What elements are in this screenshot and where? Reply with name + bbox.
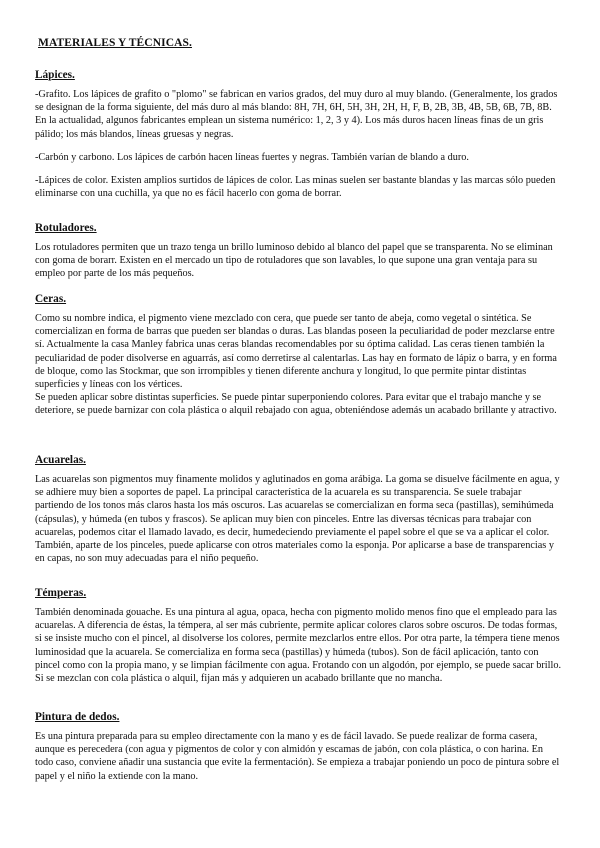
paragraph: Es una pintura preparada para su empleo directamente con la mano y es de fácil lavado. Se puede realizar de forma casera, aunque es perecedera (con agua y pigmentos de color y con almidón y escamas de jabón, con cola plástica, o con harina. En todo caso, conviene añadir una sustancia que evite la fermentación). Se empieza a trabajar poniendo un poco de pintura sobre el papel y el niño la extiende con la mano. <box>35 731 560 782</box>
paragraph: -Grafito. Los lápices de grafito o "plomo" se fabrican en varios grados, del muy duro al muy blando. (Generalmente, los grados se designan de la forma siguiente, del más duro al más blando: 8H, 7H, 6H, 5H, 3H, 2H, H, F, B, 2B, 3B, 4B, 5B, 6B, 7B, 8B. En la actualidad, algunos fabricantes emplean un sistema numérico: 1, 2, 3 y 4). Los más duros hacen líneas finas de un gris pálido; los más blandos, líneas gruesas y negras. <box>35 89 558 140</box>
paragraph: Se pueden aplicar sobre distintas superficies. Se puede pintar superponiendo colores. Para evitar que el trabajo manche y se deteriore, se puede barnizar con cola plástica o alquil rebajado con agua, obteniéndose además un acabado brillante y atractivo. <box>35 392 557 417</box>
paragraph: Los rotuladores permiten que un trazo tenga un brillo luminoso debido al blanco del papel que se transparenta. No se eliminan con goma de borarr. Existen en el mercado un tipo de rotuladores que son lavables, lo que supone una gran ventaja para su empleo por parte de los más pequeños. <box>35 242 553 280</box>
page-title: MATERIALES Y TÉCNICAS. <box>38 37 192 49</box>
section-heading: Ceras. <box>35 293 67 305</box>
paragraph: También denominada gouache. Es una pintura al agua, opaca, hecha con pigmento molido menos fino que el empleado para las acuarelas. A diferencia de éstas, la témpera, al ser más cubriente, permite aplicar colores claros sobre oscuros. De todas formas, si se insiste mucho con el pincel, al disolverse los colores, permite mezclarlos entre ellos. Por otra parte, la témpera tiene menos luminosidad que la acuarela. Se comercializa en forma seca (pastillas) y húmeda (tubos). Son de fácil aplicación, tanto con pincel como con la propia mano, y se limpian fácilmente con agua. Frotando con un algodón, por ejemplo, se puede sacar brillo. Si se mezclan con cola plástica o alquil, fijan más y adquieren un acabado brillante que no mancha. <box>35 607 562 685</box>
paragraph: Las acuarelas son pigmentos muy finamente molidos y aglutinados en goma arábiga. La goma se disuelve fácilmente en agua, y se adhiere muy bien a soportes de papel. La principal característica de la acuarela es su transparencia. Se suele trabajar partiendo de los tonos más claros hasta los más oscuros. Las acuarelas se comercializan en forma seca (pastillas), semihúmeda (cápsulas), y húmeda (en tubos y frascos). Se aplican muy bien con pinceles. Entre las diversas técnicas para trabajar con acuarelas, podemos citar el llamado lavado, es decir, humedeciendo previamente el papel sobre el que se va a aplicar el color. También, aparte de los pinceles, puede aplicarse con otros materiales como la esponja. Por aplicarse a base de transparencias y en capas, no son muy adecuadas para el niño pequeño. <box>35 474 560 565</box>
section-rotuladores <box>35 221 562 281</box>
paragraph: -Lápices de color. Existen amplios surtidos de lápices de color. Las minas suelen ser bastante blandas y las marcas sólo pueden eliminarse con una cuchilla, ya que no es fácil hacerlo con goma de borrar. <box>35 175 556 200</box>
paragraph: -Carbón y carbono. Los lápices de carbón hacen líneas fuertes y negras. También varían de blando a duro. <box>35 151 469 163</box>
section-acuarelas <box>35 453 562 565</box>
section-heading: Rotuladores. <box>35 222 97 234</box>
paragraph: Como su nombre indica, el pigmento viene mezclado con cera, que puede ser tanto de abeja, como vegetal o sintética. Se comercializan en forma de barras que pueden ser blandas o duras. Las blandas poseen la peculiaridad de poder mezclarse entre sí. Actualmente la casa Manley fabrica unas ceras blandas recomendables por su óptima calidad. Las ceras tienen también la peculiaridad de poder disolverse en aguarrás, así como derretirse al calentarlas. Las hay en formato de lápiz o barra, y en forma de bloque, como las Stockmar, que son irrompibles y tienen diferente anchura y longitud, lo que permite pintar distintas superficies y líneas con los vértices. <box>35 313 557 391</box>
section-heading: Lápices. <box>35 69 75 81</box>
section-temperas <box>35 586 562 685</box>
section-pintura-de-dedos <box>35 710 562 783</box>
section-heading: Témperas. <box>35 587 87 599</box>
section-heading: Pintura de dedos. <box>35 711 120 723</box>
section-lapices <box>35 68 562 200</box>
section-heading: Acuarelas. <box>35 454 86 466</box>
section-ceras <box>35 292 562 418</box>
